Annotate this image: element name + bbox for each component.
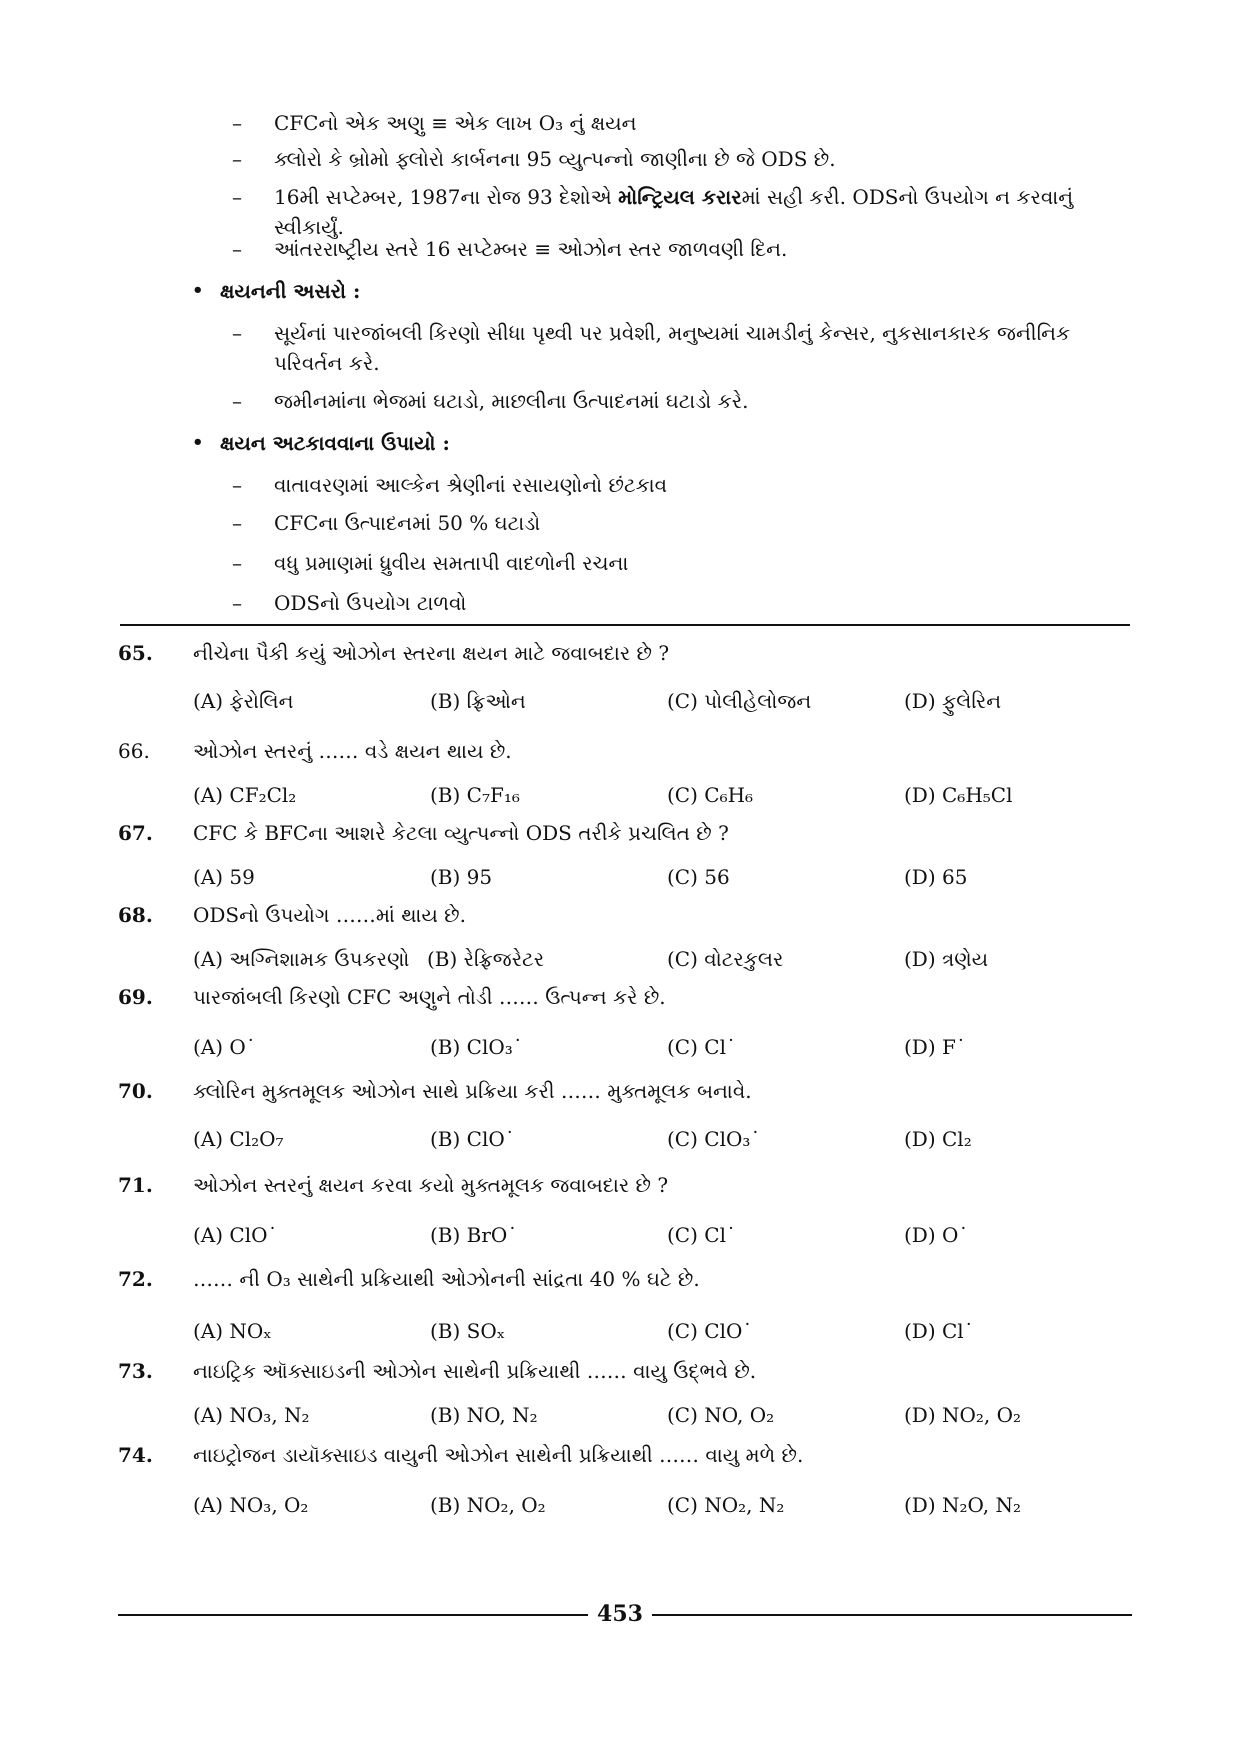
question-text: નાઇટ્રિક ઑક્સાઇડની ઓઝોન સાથેની પ્રક્રિયાથી …… વાયુ ઉદ્ભવે છે. xyxy=(193,1359,757,1383)
option-d: (D) F˙ xyxy=(904,1035,966,1059)
option-a: (A) O˙ xyxy=(193,1035,256,1059)
dash-marker: – xyxy=(232,591,242,615)
note-text-part: માં સહી કરી. ODSનો ઉપયોગ ન કરવાનું xyxy=(741,185,1074,209)
montreal-protocol-term: મોન્ટ્રિયલ કરાર xyxy=(618,185,742,209)
note-text-part: સ્વીકાર્યું. xyxy=(274,215,344,239)
question-number: 72. xyxy=(118,1267,153,1291)
option-a: (A) NO₃, N₂ xyxy=(193,1403,310,1427)
option-c: (C) 56 xyxy=(667,865,730,889)
option-d: (D) N₂O, N₂ xyxy=(904,1493,1021,1517)
question-text: ઓઝોન સ્તરનું ક્ષયન કરવા કયો મુક્તમૂલક જવાબદાર છે ? xyxy=(193,1173,669,1197)
question-number: 68. xyxy=(118,903,153,927)
dash-marker: – xyxy=(232,185,242,209)
dash-marker: – xyxy=(232,237,242,261)
question-text: નીચેના પૈકી કયું ઓઝોન સ્તરના ક્ષયન માટે જવાબદાર છે ? xyxy=(193,641,670,665)
option-b: (B) ClO˙ xyxy=(430,1127,515,1151)
option-d: (D) ત્રણેય xyxy=(904,947,989,971)
question-number: 74. xyxy=(118,1443,153,1467)
dash-marker: – xyxy=(232,473,242,497)
option-d: (D) 65 xyxy=(904,865,968,889)
dash-marker: – xyxy=(232,321,242,345)
note-text: વધુ પ્રમાણમાં ધ્રુવીય સમતાપી વાદળોની રચના xyxy=(274,551,629,575)
option-c: (C) ClO˙ xyxy=(667,1319,753,1343)
option-d: (D) Cl₂ xyxy=(904,1127,972,1151)
section-divider xyxy=(120,624,1130,626)
dash-marker: – xyxy=(232,551,242,575)
option-a: (A) CF₂Cl₂ xyxy=(193,783,297,807)
question-text: ઓઝોન સ્તરનું …… વડે ક્ષયન થાય છે. xyxy=(193,739,512,763)
option-a: (A) NOₓ xyxy=(193,1319,272,1343)
question-text: ક્લોરિન મુક્તમૂલક ઓઝોન સાથે પ્રક્રિયા કરી …… મુક્તમૂલક બનાવે. xyxy=(193,1079,752,1103)
question-text: પારજાંબલી કિરણો CFC અણુને તોડી …… ઉત્પન્ન કરે છે. xyxy=(193,985,666,1009)
option-a: (A) Cl₂O₇ xyxy=(193,1127,284,1151)
dash-marker: – xyxy=(232,111,242,135)
option-a: (A) અગ્નિશામક ઉપકરણો xyxy=(193,947,410,971)
question-number: 67. xyxy=(118,821,153,845)
note-text-part: સૂર્યનાં પારજાંબલી કિરણો સીધા પૃથ્વી પર પ્રવેશી, મનુષ્યમાં ચામડીનું કેન્સર, નુકસાનકારક જનીનિક xyxy=(274,321,1071,345)
dash-marker: – xyxy=(232,389,242,413)
note-text xyxy=(274,182,1132,242)
option-b: (B) NO, N₂ xyxy=(430,1403,538,1427)
page-number: 453 xyxy=(597,1601,643,1627)
option-d: (D) C₆H₅Cl xyxy=(904,783,1013,807)
question-number: 69. xyxy=(118,985,153,1009)
option-c: (C) વોટરકુલર xyxy=(667,947,784,971)
note-text: વાતાવરણમાં આલ્કેન શ્રેણીનાં રસાયણોનો છંટકાવ xyxy=(274,473,668,497)
option-a: (A) ClO˙ xyxy=(193,1223,278,1247)
footer-rule-right xyxy=(652,1614,1132,1616)
option-b: (B) ફ્રિઓન xyxy=(430,689,526,713)
option-a: (A) ફેરોલિન xyxy=(193,689,294,713)
bullet-dot: • xyxy=(192,432,204,453)
question-number: 73. xyxy=(118,1359,153,1383)
option-b: (B) રેફ્રિજરેટર xyxy=(427,947,545,971)
question-text: …… ની O₃ સાથેની પ્રક્રિયાથી ઓઝોનની સાંદ્રતા 40 % ઘટે છે. xyxy=(193,1267,700,1291)
question-text: CFC કે BFCના આશરે કેટલા વ્યુત્પન્નો ODS તરીકે પ્રચલિત છે ? xyxy=(193,821,729,845)
question-number: 71. xyxy=(118,1173,153,1197)
option-d: (D) Cl˙ xyxy=(904,1319,974,1343)
question-number: 65. xyxy=(118,641,153,665)
note-text xyxy=(274,318,1132,378)
question-number: 66. xyxy=(118,739,150,763)
option-c: (C) Cl˙ xyxy=(667,1223,736,1247)
option-a: (A) 59 xyxy=(193,865,255,889)
option-d: (D) NO₂, O₂ xyxy=(904,1403,1022,1427)
question-number: 70. xyxy=(118,1079,153,1103)
dash-marker: – xyxy=(232,147,242,171)
option-c: (C) NO₂, N₂ xyxy=(667,1493,785,1517)
option-c: (C) Cl˙ xyxy=(667,1035,736,1059)
option-b: (B) ClO₃˙ xyxy=(430,1035,523,1059)
option-b: (B) 95 xyxy=(430,865,493,889)
note-text: CFCનો એક અણુ ≡ એક લાખ O₃ નું ક્ષયન xyxy=(274,111,637,135)
option-d: (D) ફુલેરિન xyxy=(904,689,1002,713)
option-b: (B) SOₓ xyxy=(430,1319,506,1343)
heading-text: ક્ષયન અટકાવવાના ઉપાયો : xyxy=(220,431,450,455)
option-b: (B) C₇F₁₆ xyxy=(430,783,520,807)
option-b: (B) NO₂, O₂ xyxy=(430,1493,546,1517)
question-text: ODSનો ઉપયોગ ……માં થાય છે. xyxy=(193,903,466,927)
option-c: (C) C₆H₆ xyxy=(667,783,754,807)
footer-rule-left xyxy=(118,1614,588,1616)
option-d: (D) O˙ xyxy=(904,1223,969,1247)
option-b: (B) BrO˙ xyxy=(430,1223,518,1247)
note-text: ODSનો ઉપયોગ ટાળવો xyxy=(274,591,467,615)
note-text: ક્લોરો કે બ્રોમો ફ્લોરો કાર્બનના 95 વ્યુત્પન્નો જાણીના છે જે ODS છે. xyxy=(274,147,836,171)
heading-text: ક્ષયનની અસરો : xyxy=(220,279,361,303)
question-text: નાઇટ્રોજન ડાયૉક્સાઇડ વાયુની ઓઝોન સાથેની પ્રક્રિયાથી …… વાયુ મળે છે. xyxy=(193,1443,804,1467)
note-text-part: પરિવર્તન કરે. xyxy=(274,351,380,375)
note-text: આંતરરાષ્ટ્રીય સ્તરે 16 સપ્ટેમ્બર ≡ ઓઝોન સ્તર જાળવણી દિન. xyxy=(274,237,788,261)
option-c: (C) NO, O₂ xyxy=(667,1403,775,1427)
option-c: (C) ClO₃˙ xyxy=(667,1127,761,1151)
dash-marker: – xyxy=(232,511,242,535)
note-text: CFCના ઉત્પાદનમાં 50 % ઘટાડો xyxy=(274,511,541,535)
option-a: (A) NO₃, O₂ xyxy=(193,1493,309,1517)
option-c: (C) પોલીહેલોજન xyxy=(667,689,812,713)
bullet-dot: • xyxy=(192,280,204,301)
note-text: જમીનમાંના ભેજમાં ઘટાડો, માછલીના ઉત્પાદનમાં ઘટાડો કરે. xyxy=(274,389,749,413)
note-text-part: 16મી સપ્ટેમ્બર, 1987ના રોજ 93 દેશોએ xyxy=(274,185,619,209)
